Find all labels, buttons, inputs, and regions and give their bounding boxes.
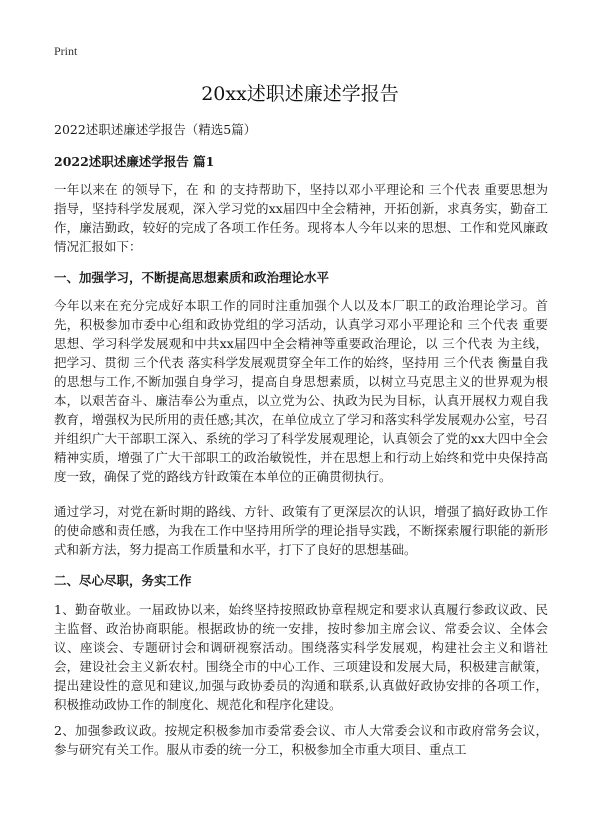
print-link[interactable]: Print <box>54 44 78 58</box>
paragraph-study: 今年以来在充分完成好本职工作的同时注重加强个人以及本厂职工的政治理论学习。首先，积极参加市委中心组和政协党组的学习活动，认真学习邓小平理论和 三个代表 重要思想、学习科学发展观和中共xx届四中全会精神等重要政治理论，以 三个代表 为主线，把学习、贯彻 三个代表 落实科学发展观贯穿全年工作的始终，坚持用 三个代表 衡量自我的思想与工作,不断加强自身学习，提高自身思想素质，以树立马克思主义的世界观为根本，以艰苦奋斗、廉洁奉公为重点，以立党为公、执政为民为目标，认真开展权力观自我教育，增强权为民所用的责任感;其次，在单位成立了学习和落实科学发展观办公室，号召并组织广大干部职工深入、系统的学习了科学发展观理论，认真领会了党的xx大四中全会精神实质，增强了广大干部职工的政治敏锐性，并在思想上和行动上始终和党中央保持高度一致，确保了党的路线方针政策在本单位的正确贯彻执行。 <box>54 298 548 484</box>
page-title: 20xx述职述廉述学报告 <box>201 83 399 105</box>
paragraph-intro: 一年以来在 的领导下，在 和 的支持帮助下，坚持以邓小平理论和 三个代表 重要思想为指导，坚持科学发展观，深入学习党的xx届四中全会精神，开拓创新，求真务实，勤奋工作，廉洁勤政，较好的完成了各项工作任务。现将本人今年以来的思想、工作和党风廉政情况汇报如下： <box>54 182 548 254</box>
paragraph-diligence: 1、勤奋敬业。一届政协以来，始终坚持按照政协章程规定和要求认真履行参政议政、民主监督、政治协商职能。根据政协的统一安排，按时参加主席会议、常委会议、全体会议、座谈会、专题研讨会和调研视察活动。围绕落实科学发展观，构建社会主义和谐社会，建设社会主义新农村。围绕全市的中心工作、三项建设和发展大局，积极建言献策，提出建设性的意见和建议,加强与政协委员的沟通和联系,认真做好政协安排的各项工作，积极推动政协工作的制度化、规范化和程序化建设。 <box>54 602 548 712</box>
paragraph-participation: 2、加强参政议政。按规定积极参加市委常委会议、市人大常委会议和市政府常务会议，参与研究有关工作。服从市委的统一分工，积极参加全市重大项目、重点工 <box>54 723 548 757</box>
document-subtitle: 2022述职述廉述学报告（精选5篇） <box>54 122 257 137</box>
section-title: 2022述职述廉述学报告 篇1 <box>54 154 215 169</box>
heading-study: 一、加强学习，不断提高思想素质和政治理论水平 <box>54 270 330 285</box>
paragraph-study-result: 通过学习，对党在新时期的路线、方针、政策有了更深层次的认识，增强了搞好政协工作的使命感和责任感，为我在工作中坚持用所学的理论指导实践，不断探索履行职能的新形式和新方法，努力提高工作质量和水平，打下了良好的思想基础。 <box>54 504 548 557</box>
heading-work: 二、尽心尽职，务实工作 <box>54 573 192 588</box>
